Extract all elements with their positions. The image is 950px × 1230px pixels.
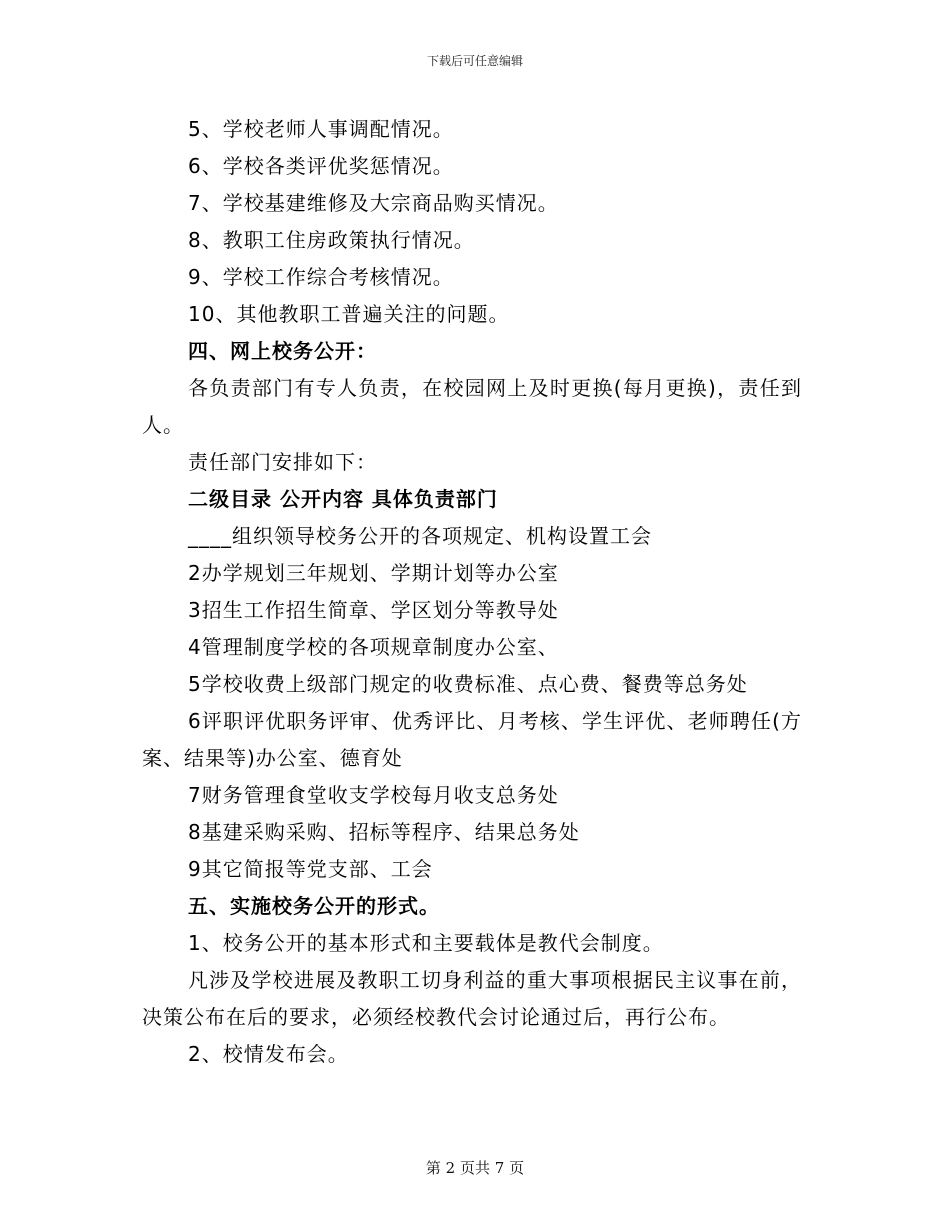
paragraph: 8、教职工住房政策执行情况。 — [188, 228, 475, 252]
table-heading: 二级目录 公开内容 具体负责部门 — [188, 487, 498, 511]
page-footer: 第 2 页共 7 页 — [425, 1159, 525, 1177]
paragraph: 责任部门安排如下： — [188, 450, 377, 474]
list-item: 5学校收费上级部门规定的收费标准、点心费、餐费等总务处 — [188, 672, 748, 696]
section-heading: 五、实施校务公开的形式。 — [188, 894, 440, 918]
paragraph: 9、学校工作综合考核情况。 — [188, 265, 454, 289]
list-item: 3招生工作招生简章、学区划分等教导处 — [188, 598, 559, 622]
list-item: 2办学规划三年规划、学期计划等办公室 — [188, 561, 559, 585]
paragraph: 7、学校基建维修及大宗商品购买情况。 — [188, 191, 559, 215]
paragraph: 10、其他教职工普遍关注的问题。 — [188, 302, 510, 326]
page-header: 下载后可任意编辑 — [426, 54, 523, 68]
paragraph: 2、校情发布会。 — [188, 1042, 349, 1066]
paragraph: 5、学校老师人事调配情况。 — [188, 117, 454, 141]
list-item: ____组织领导校务公开的各项规定、机构设置工会 — [188, 524, 652, 548]
list-item: 8基建采购采购、招标等程序、结果总务处 — [188, 820, 580, 844]
list-item: 4管理制度学校的各项规章制度办公室、 — [188, 635, 559, 659]
paragraph: 凡涉及学校进展及教职工切身利益的重大事项根据民主议事在前，决策公布在后的要求，必须经校教代会讨论通过后，再行公布。 — [142, 968, 802, 1029]
paragraph: 6、学校各类评优奖惩情况。 — [188, 154, 454, 178]
paragraph: 1、校务公开的基本形式和主要载体是教代会制度。 — [188, 931, 664, 955]
list-item: 7财务管理食堂收支学校每月收支总务处 — [188, 783, 559, 807]
section-heading: 四、网上校务公开： — [188, 339, 377, 363]
document-body — [142, 111, 802, 1073]
list-item: 9其它简报等党支部、工会 — [188, 857, 433, 881]
list-item: 6评职评优职务评审、优秀评比、月考核、学生评优、老师聘任(方案、结果等)办公室、德育处 — [142, 709, 802, 770]
paragraph: 各负责部门有专人负责，在校园网上及时更换(每月更换)，责任到人。 — [142, 376, 802, 437]
